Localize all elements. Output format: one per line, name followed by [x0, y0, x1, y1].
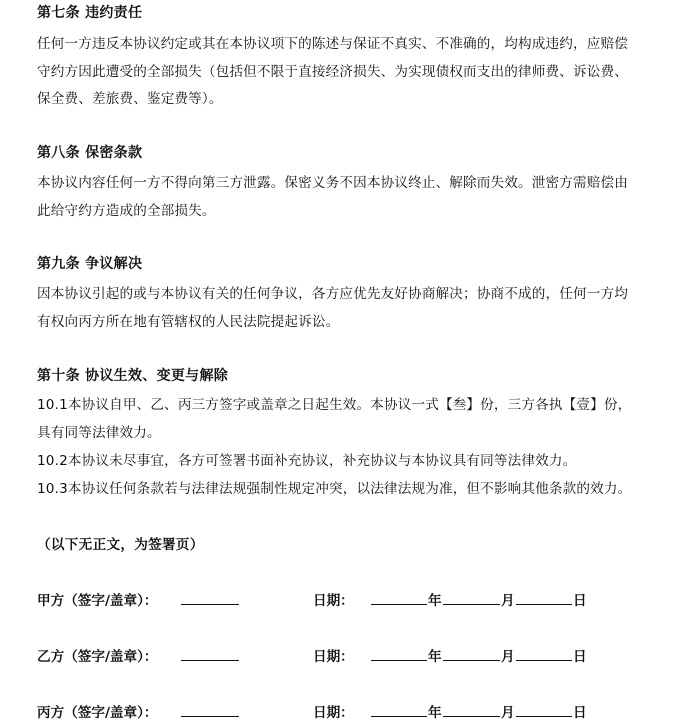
article-10-line: 具有同等法律效力。 — [37, 425, 161, 441]
party-b-day-blank[interactable] — [516, 660, 572, 661]
party-c-signature-label: 丙方（签字/盖章）： — [37, 705, 158, 721]
party-a-year-blank[interactable] — [371, 604, 427, 605]
article-9-line: 有权向丙方所在地有管辖权的人民法院提起诉讼。 — [37, 314, 340, 330]
end-note: （以下无正文，为签署页） — [37, 537, 204, 553]
party-a-day-unit: 日 — [573, 593, 587, 609]
party-a-date-label: 日期： — [313, 593, 354, 609]
party-c-year-unit: 年 — [428, 705, 442, 721]
party-a-month-unit: 月 — [501, 593, 515, 609]
party-b-date-label: 日期： — [313, 649, 354, 665]
party-b-year-blank[interactable] — [371, 660, 427, 661]
article-7-line: 守约方因此遭受的全部损失（包括但不限于直接经济损失、为实现债权而支出的律师费、诉讼费、 — [37, 64, 628, 80]
party-c-month-blank[interactable] — [443, 716, 500, 717]
article-10-heading: 第十条 协议生效、变更与解除 — [37, 368, 229, 384]
party-c-date-label: 日期： — [313, 705, 354, 721]
party-c-day-blank[interactable] — [516, 716, 572, 717]
party-a-signature-label: 甲方（签字/盖章）： — [37, 593, 158, 609]
party-b-month-blank[interactable] — [443, 660, 500, 661]
article-7-line: 任何一方违反本协议约定或其在本协议项下的陈述与保证不真实、不准确的，均构成违约，应赔偿 — [37, 36, 628, 52]
party-b-year-unit: 年 — [428, 649, 442, 665]
party-b-day-unit: 日 — [573, 649, 587, 665]
party-c-year-blank[interactable] — [371, 716, 427, 717]
article-10-line: 10.2本协议未尽事宜，各方可签署书面补充协议，补充协议与本协议具有同等法律效力。 — [37, 453, 577, 469]
party-c-day-unit: 日 — [573, 705, 587, 721]
party-a-day-blank[interactable] — [516, 604, 572, 605]
article-9-heading: 第九条 争议解决 — [37, 256, 143, 272]
article-9-line: 因本协议引起的或与本协议有关的任何争议，各方应优先友好协商解决；协商不成的，任何一方均 — [37, 286, 628, 302]
article-8-line: 此给守约方造成的全部损失。 — [37, 203, 216, 219]
party-a-signature-blank[interactable] — [181, 604, 239, 605]
party-c-signature-blank[interactable] — [181, 716, 239, 717]
party-b-signature-blank[interactable] — [181, 660, 239, 661]
party-c-month-unit: 月 — [501, 705, 515, 721]
party-b-month-unit: 月 — [501, 649, 515, 665]
article-8-heading: 第八条 保密条款 — [37, 145, 143, 161]
article-8-line: 本协议内容任何一方不得向第三方泄露。保密义务不因本协议终止、解除而失效。泄密方需赔偿由 — [37, 175, 628, 191]
party-b-signature-label: 乙方（签字/盖章）： — [37, 649, 158, 665]
article-10-line: 10.1本协议自甲、乙、丙三方签字或盖章之日起生效。本协议一式【叁】份，三方各执【壹】份， — [37, 397, 632, 413]
article-7-line: 保全费、差旅费、鉴定费等）。 — [37, 91, 223, 107]
party-a-year-unit: 年 — [428, 593, 442, 609]
article-7-heading: 第七条 违约责任 — [37, 5, 143, 21]
party-a-month-blank[interactable] — [443, 604, 500, 605]
article-10-line: 10.3本协议任何条款若与法律法规强制性规定冲突，以法律法规为准，但不影响其他条款的效力。 — [37, 481, 632, 497]
